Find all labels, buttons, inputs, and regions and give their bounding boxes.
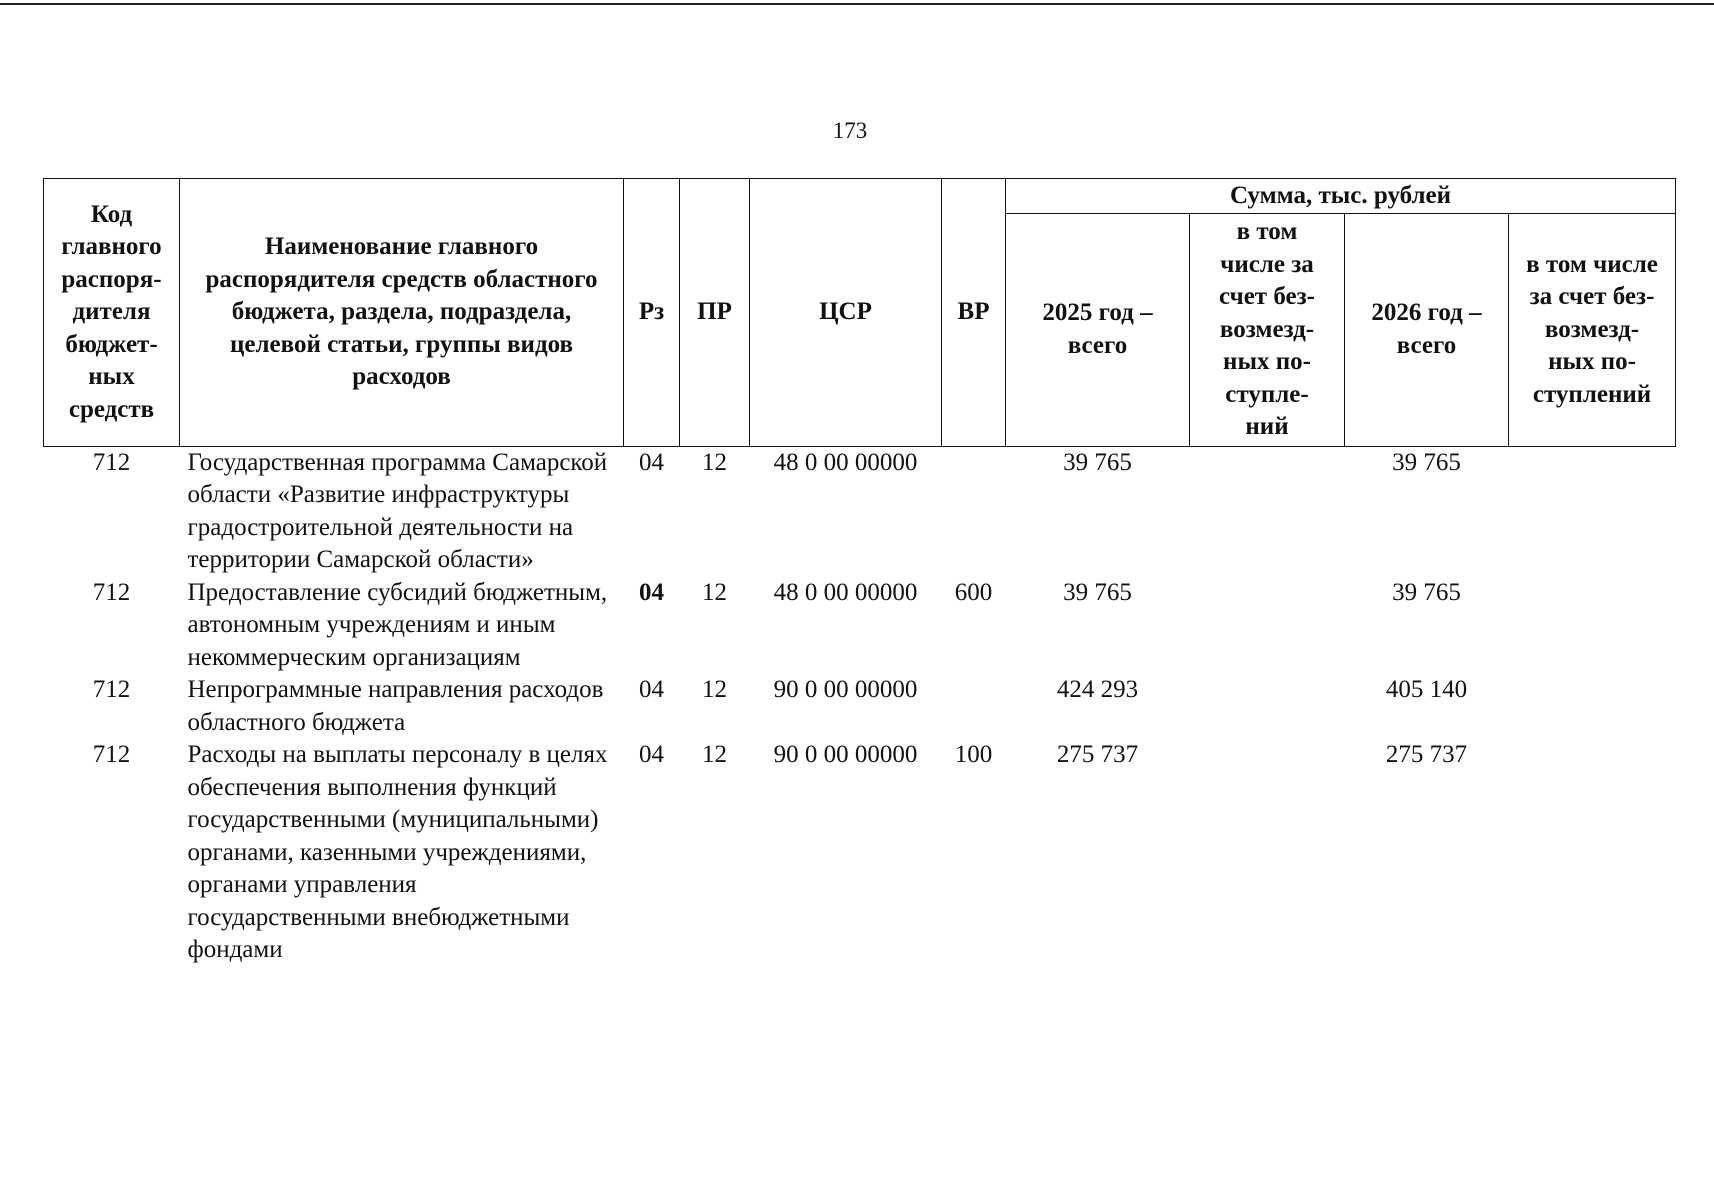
- cell-csr: 48 0 00 00000: [773, 578, 918, 606]
- cell-name: Непрограммные направления расходов областного бюджета: [187, 676, 604, 736]
- cell-total-2025: 39 765: [1063, 448, 1132, 476]
- cell-rz: 04: [639, 578, 664, 606]
- cell-grants-2025: [1190, 446, 1345, 577]
- header-sum-group: Сумма, тыс. рублей: [1006, 179, 1676, 214]
- cell-vr: [942, 446, 1006, 577]
- cell-grants-2026: [1509, 739, 1676, 967]
- cell-csr: 90 0 00 00000: [773, 676, 918, 703]
- cell-code: 712: [92, 578, 131, 606]
- table-body: [44, 446, 1676, 967]
- table-row: [44, 674, 1676, 739]
- cell-total-2025: 424 293: [1056, 676, 1139, 703]
- cell-rz: 04: [639, 448, 664, 476]
- cell-total-2026: 405 140: [1385, 676, 1468, 703]
- cell-name: Государственная программа Самарской области «Развитие инфраструктуры градостроительной деятельности на территории Самарской области»: [187, 448, 608, 573]
- table-row: [44, 739, 1676, 967]
- cell-code: 712: [92, 741, 131, 768]
- header-grants-2025: в том числе за счет без-возмезд-ных по-ступле-ний: [1190, 214, 1345, 447]
- table-header: [44, 179, 1676, 447]
- cell-pr: 12: [702, 676, 727, 703]
- cell-grants-2025: [1190, 674, 1345, 739]
- budget-table: [43, 178, 1676, 967]
- cell-pr: 12: [702, 448, 727, 476]
- page-number: 173: [832, 118, 868, 143]
- cell-name: Предоставление субсидий бюджетным, автономным учреждениям и иным некоммерческим организациям: [187, 578, 608, 671]
- top-rule: [0, 3, 1714, 5]
- cell-total-2025: 275 737: [1056, 741, 1139, 768]
- cell-pr: 12: [702, 578, 727, 606]
- cell-total-2026: 39 765: [1392, 448, 1461, 476]
- cell-csr: 90 0 00 00000: [773, 741, 918, 768]
- cell-total-2025: 39 765: [1063, 578, 1132, 606]
- header-name: Наименование главного распорядителя средств областного бюджета, раздела, подраздела, целевой статьи, группы видов расходов: [180, 179, 624, 447]
- cell-pr: 12: [702, 741, 727, 768]
- cell-csr: 48 0 00 00000: [773, 448, 918, 476]
- header-total-2025: 2025 год – всего: [1006, 214, 1190, 447]
- cell-name: Расходы на выплаты персоналу в целях обеспечения выполнения функций государственными (муниципальными) органами, казенными учреждениями, органами управления государственными внебюджетными фондами: [187, 741, 608, 963]
- cell-grants-2026: [1509, 577, 1676, 675]
- cell-total-2026: 39 765: [1392, 578, 1461, 606]
- header-vr: ВР: [942, 179, 1006, 447]
- cell-vr: 600: [954, 578, 993, 606]
- header-csr: ЦСР: [750, 179, 942, 447]
- header-code: Код главного распоря-дителя бюджет-ных средств: [44, 179, 180, 447]
- cell-rz: 04: [639, 741, 664, 768]
- header-pr: ПР: [680, 179, 750, 447]
- table-row: [44, 446, 1676, 577]
- cell-code: 712: [92, 676, 131, 703]
- cell-grants-2026: [1509, 674, 1676, 739]
- cell-vr: [942, 674, 1006, 739]
- cell-total-2026: 275 737: [1385, 741, 1468, 768]
- cell-grants-2025: [1190, 577, 1345, 675]
- cell-vr: 100: [954, 741, 993, 768]
- cell-grants-2026: [1509, 446, 1676, 577]
- cell-rz: 04: [639, 676, 664, 703]
- table-row: [44, 577, 1676, 675]
- header-total-2026: 2026 год – всего: [1345, 214, 1509, 447]
- cell-grants-2025: [1190, 739, 1345, 967]
- header-rz: Рз: [624, 179, 680, 447]
- header-grants-2026: в том числе за счет без-возмезд-ных по-ступлений: [1509, 214, 1676, 447]
- cell-code: 712: [92, 448, 131, 476]
